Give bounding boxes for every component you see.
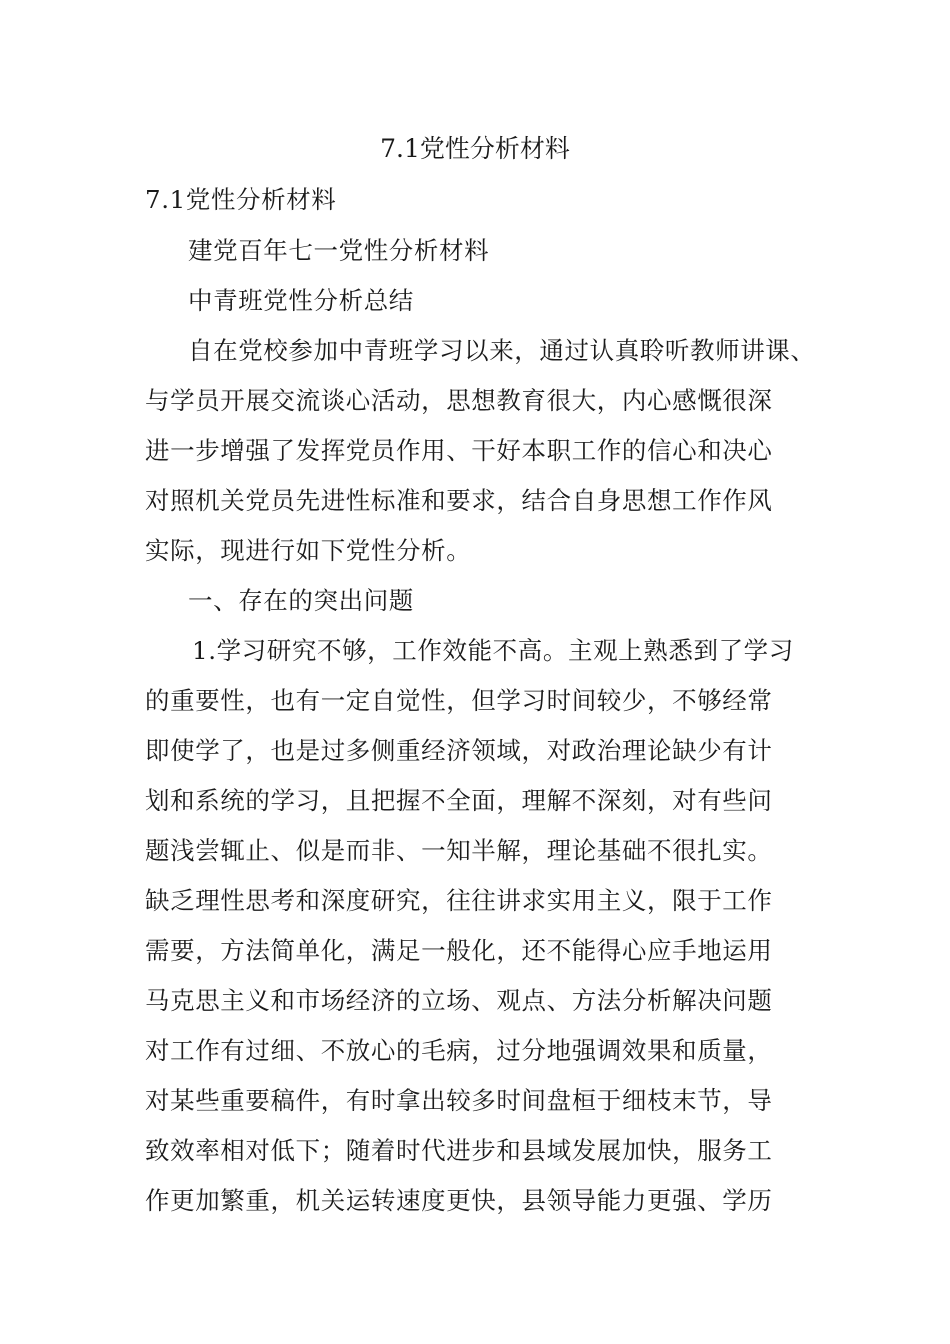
paragraph-line: 作更加繁重，机关运转速度更快，县领导能力更强、学历 bbox=[145, 1186, 773, 1215]
paragraph-line: 划和系统的学习，且把握不全面，理解不深刻，对有些问 bbox=[145, 786, 773, 815]
paragraph-line: 即使学了，也是过多侧重经济领域，对政治理论缺少有计 bbox=[145, 736, 773, 765]
paragraph-line: 进一步增强了发挥党员作用、干好本职工作的信心和决心 bbox=[145, 436, 773, 465]
paragraph-line: 马克思主义和市场经济的立场、观点、方法分析解决问题 bbox=[145, 986, 773, 1015]
section-heading: 7.1党性分析材料 bbox=[145, 185, 337, 214]
paragraph-line: 题浅尝辄止、似是而非、一知半解，理论基础不很扎实。 bbox=[145, 836, 773, 865]
paragraph-line: 与学员开展交流谈心活动，思想教育很大，内心感慨很深 bbox=[145, 386, 773, 415]
paragraph-line: 对某些重要稿件，有时拿出较多时间盘桓于细枝末节，导 bbox=[145, 1086, 773, 1115]
paragraph-line: 1.学习研究不够，工作效能不高。主观上熟悉到了学习 bbox=[192, 636, 794, 665]
paragraph-line: 致效率相对低下；随着时代进步和县域发展加快，服务工 bbox=[145, 1136, 773, 1165]
section-heading: 一、存在的突出问题 bbox=[188, 586, 414, 615]
paragraph-line: 对照机关党员先进性标准和要求，结合自身思想工作作风 bbox=[145, 486, 773, 515]
paragraph-line: 需要，方法简单化，满足一般化，还不能得心应手地运用 bbox=[145, 936, 773, 965]
document-title: 7.1党性分析材料 bbox=[380, 134, 570, 163]
paragraph-line: 缺乏理性思考和深度研究，往往讲求实用主义，限于工作 bbox=[145, 886, 773, 915]
subtitle-line: 中青班党性分析总结 bbox=[188, 286, 414, 315]
subtitle-line: 建党百年七一党性分析材料 bbox=[188, 236, 490, 265]
paragraph-line: 自在党校参加中青班学习以来，通过认真聆听教师讲课、 bbox=[188, 336, 816, 365]
paragraph-line: 实际，现进行如下党性分析。 bbox=[145, 536, 472, 565]
paragraph-line: 对工作有过细、不放心的毛病，过分地强调效果和质量， bbox=[145, 1036, 773, 1065]
paragraph-line: 的重要性，也有一定自觉性，但学习时间较少，不够经常 bbox=[145, 686, 773, 715]
